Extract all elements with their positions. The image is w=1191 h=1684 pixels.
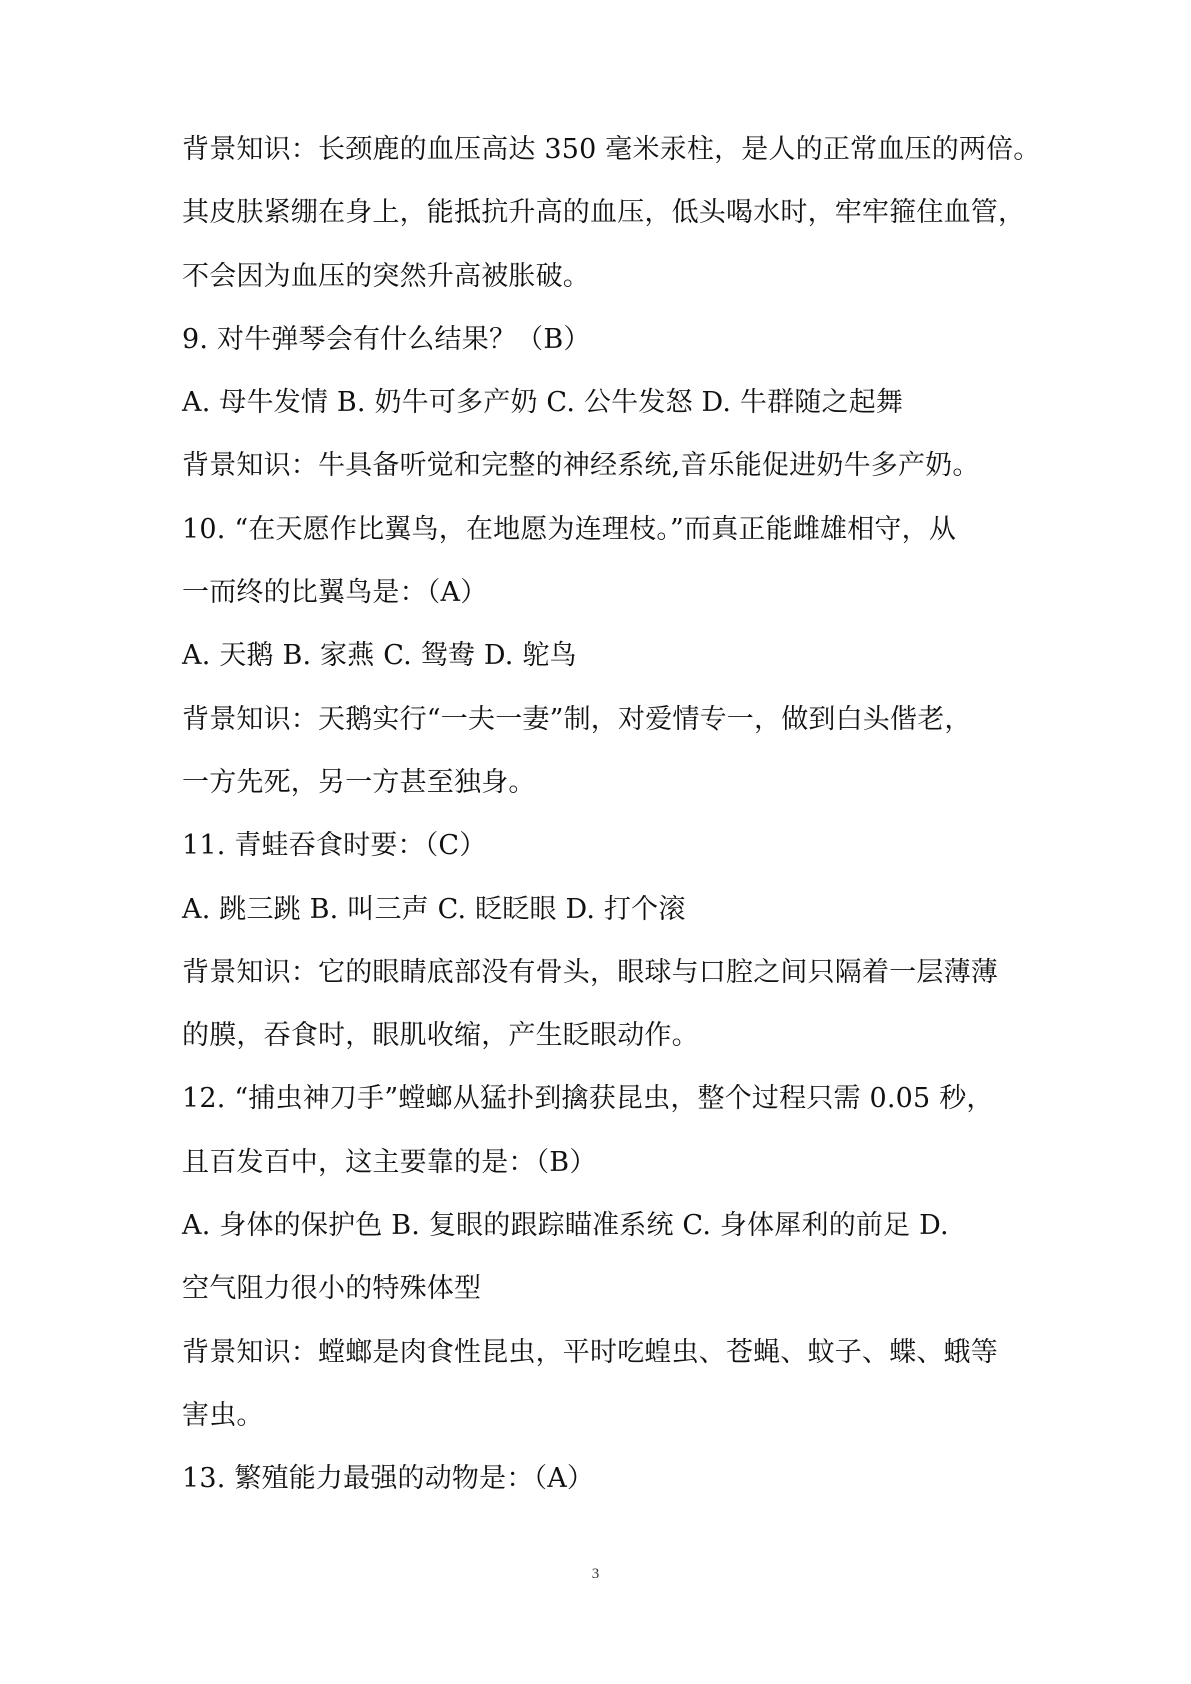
text-line: 一方先死，另一方甚至独身。: [182, 766, 536, 798]
options-line: A. 跳三跳 B. 叫三声 C. 眨眨眼 D. 打个滚: [182, 893, 686, 925]
text-line: 的膜，吞食时，眼肌收缩，产生眨眼动作。: [182, 1020, 699, 1052]
question-line: 9. 对牛弹琴会有什么结果？（B）: [182, 323, 591, 355]
text-line: 背景知识：螳螂是肉食性昆虫，平时吃蝗虫、苍蝇、蚊子、蝶、蛾等: [182, 1336, 998, 1368]
text-line: 不会因为血压的突然升高被胀破。: [182, 260, 590, 292]
document-body: [182, 118, 1041, 1511]
question-line: 12. “捕虫神刀手”螳螂从猛扑到擒获昆虫，整个过程只需 0.05 秒，: [182, 1083, 994, 1115]
text-line: 害虫。: [182, 1399, 264, 1431]
question-line: 10. “在天愿作比翼鸟，在地愿为连理枝。”而真正能雌雄相守，从: [182, 513, 957, 545]
options-line: A. 母牛发情 B. 奶牛可多产奶 C. 公牛发怒 D. 牛群随之起舞: [182, 387, 904, 419]
question-line: 且百发百中，这主要靠的是：（B）: [182, 1146, 597, 1178]
question-line: 11. 青蛙吞食时要：（C）: [182, 830, 487, 862]
page-number: 3: [591, 1566, 600, 1582]
text-line: 背景知识：它的眼睛底部没有骨头，眼球与口腔之间只隔着一层薄薄: [182, 956, 998, 988]
question-line: 一而终的比翼鸟是：（A）: [182, 577, 488, 609]
options-line: A. 身体的保护色 B. 复眼的跟踪瞄准系统 C. 身体犀利的前足 D.: [182, 1210, 949, 1242]
text-line: 背景知识：天鹅实行“一夫一妻”制，对爱情专一，做到白头偕老，: [182, 703, 972, 735]
options-line: A. 天鹅 B. 家燕 C. 鸳鸯 D. 鸵鸟: [182, 640, 577, 672]
text-line: 背景知识：长颈鹿的血压高达 350 毫米汞柱，是人的正常血压的两倍。: [182, 134, 1041, 165]
text-line: 其皮肤紧绷在身上，能抵抗升高的血压，低头喝水时，牢牢箍住血管，: [182, 197, 1026, 229]
text-line: 背景知识：牛具备听觉和完整的神经系统,音乐能促进奶牛多产奶。: [182, 450, 980, 482]
options-line: 空气阻力很小的特殊体型: [182, 1273, 482, 1305]
question-line: 13. 繁殖能力最强的动物是：（A）: [182, 1463, 595, 1495]
